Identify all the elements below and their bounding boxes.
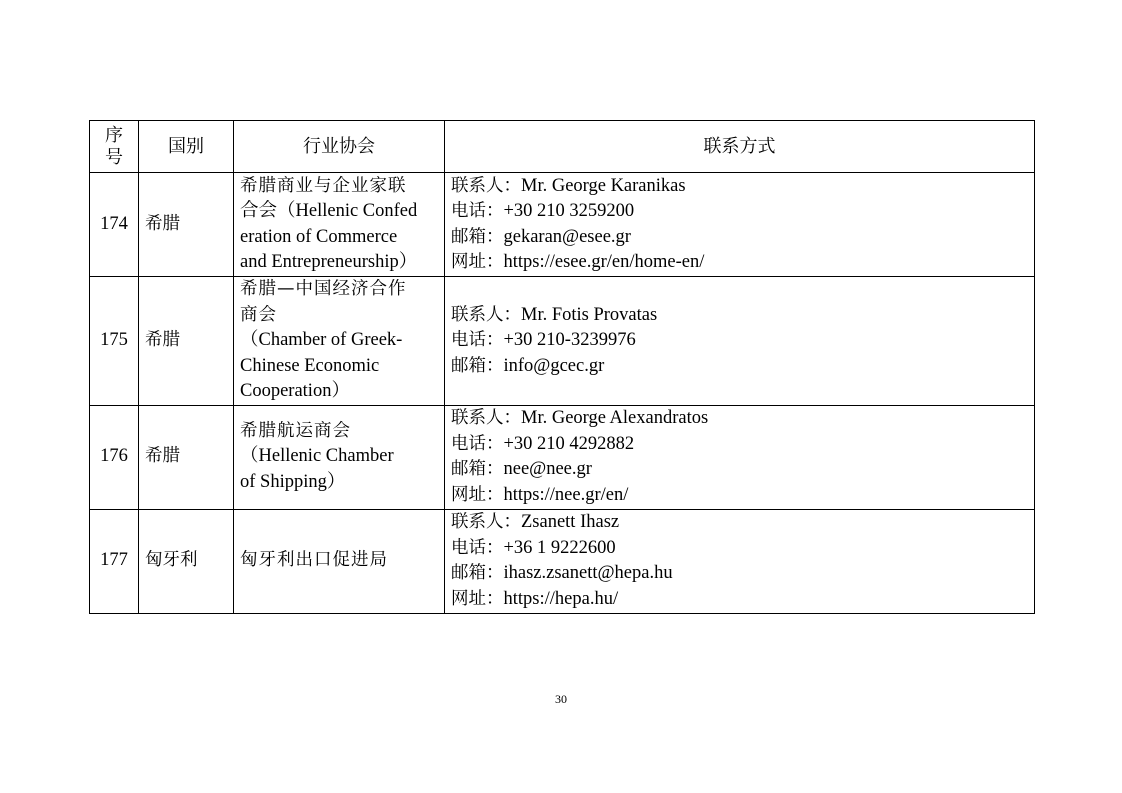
phone-label: 电话：: [451, 433, 504, 454]
website-line: [451, 250, 1028, 276]
name-line: 希腊—中国经济合作: [240, 279, 407, 299]
contact-person-line: [451, 406, 1028, 432]
contact-person-line: [451, 174, 1028, 200]
phone-line: [451, 328, 1028, 354]
phone-line: [451, 199, 1028, 225]
header-index-line-2: 号: [105, 146, 123, 168]
contact-person-value: Zsanett Ihasz: [521, 512, 620, 532]
email-value: gekaran@esee.gr: [503, 226, 631, 247]
website-value: https://esee.gr/en/home-en/: [503, 252, 705, 272]
phone-value: +30 210 3259200: [503, 201, 635, 221]
email-label: 邮箱：: [451, 459, 504, 479]
row-index: 174: [90, 173, 139, 277]
row-country: 希腊: [139, 405, 234, 509]
name-line: eration of Commerce: [240, 226, 398, 247]
name-line: Cooperation）: [240, 381, 350, 401]
name-line: 匈牙利出口促进局: [240, 550, 388, 571]
association-table: [89, 120, 1035, 614]
table-row: [90, 405, 1035, 509]
email-value: nee@nee.gr: [503, 459, 592, 479]
phone-value: +30 210-3239976: [503, 330, 636, 350]
name-line: of Shipping）: [240, 471, 346, 492]
row-index: 176: [90, 405, 139, 509]
website-line: [451, 587, 1028, 613]
header-index: [90, 121, 139, 173]
page-number: 30: [555, 692, 567, 706]
row-index: 175: [90, 277, 139, 406]
table-row: [90, 173, 1035, 277]
email-label: 邮箱：: [451, 355, 504, 376]
phone-value: +36 1 9222600: [503, 537, 616, 558]
email-label: 邮箱：: [451, 226, 504, 247]
phone-line: [451, 536, 1028, 562]
phone-line: [451, 432, 1028, 458]
email-line: [451, 561, 1028, 587]
contact-person-label: 联系人：: [451, 304, 521, 325]
website-label: 网址：: [451, 484, 504, 505]
name-line: Chinese Economic: [240, 355, 380, 376]
phone-label: 电话：: [451, 201, 504, 221]
website-label: 网址：: [451, 588, 504, 609]
email-line: [451, 225, 1028, 251]
header-association: 行业协会: [234, 121, 445, 173]
row-contact: [445, 277, 1035, 406]
phone-label: 电话：: [451, 537, 504, 558]
phone-label: 电话：: [451, 330, 504, 350]
contact-person-label: 联系人：: [451, 512, 521, 532]
phone-value: +30 210 4292882: [503, 433, 635, 454]
email-line: [451, 354, 1028, 380]
email-value: info@gcec.gr: [503, 355, 605, 376]
row-association-name: [234, 405, 445, 509]
row-contact: [445, 173, 1035, 277]
contact-person-line: [451, 510, 1028, 536]
row-association-name: [234, 277, 445, 406]
row-index: 177: [90, 509, 139, 613]
email-line: [451, 457, 1028, 483]
row-contact: [445, 405, 1035, 509]
name-line: 合会（Hellenic Confed: [240, 201, 418, 221]
email-label: 邮箱：: [451, 563, 504, 583]
row-contact: [445, 509, 1035, 613]
row-association-name: [234, 509, 445, 613]
name-line: 商会: [240, 304, 277, 325]
name-line: and Entrepreneurship）: [240, 252, 418, 272]
header-country: 国别: [139, 121, 234, 173]
name-line: （Chamber of Greek-: [240, 330, 403, 350]
row-country: 希腊: [139, 173, 234, 277]
row-country: 匈牙利: [139, 509, 234, 613]
name-line: 希腊航运商会: [240, 420, 351, 441]
header-index-line-1: 序: [105, 124, 123, 146]
row-country: 希腊: [139, 277, 234, 406]
website-value: https://hepa.hu/: [503, 588, 619, 609]
table-row: [90, 277, 1035, 406]
contact-person-label: 联系人：: [451, 408, 521, 428]
name-line: （Hellenic Chamber: [240, 446, 394, 467]
contact-person-line: [451, 303, 1028, 329]
contact-person-value: Mr. George Alexandratos: [521, 408, 709, 428]
email-value: ihasz.zsanett@hepa.hu: [503, 563, 673, 583]
contact-person-value: Mr. Fotis Provatas: [521, 304, 658, 325]
website-label: 网址：: [451, 252, 504, 272]
website-value: https://nee.gr/en/: [503, 484, 629, 505]
table-header-row: [90, 121, 1035, 173]
table-row: [90, 509, 1035, 613]
row-association-name: [234, 173, 445, 277]
contact-person-value: Mr. George Karanikas: [521, 175, 686, 196]
name-line: 希腊商业与企业家联: [240, 175, 407, 196]
contact-person-label: 联系人：: [451, 175, 521, 196]
header-contact: 联系方式: [445, 121, 1035, 173]
website-line: [451, 483, 1028, 509]
